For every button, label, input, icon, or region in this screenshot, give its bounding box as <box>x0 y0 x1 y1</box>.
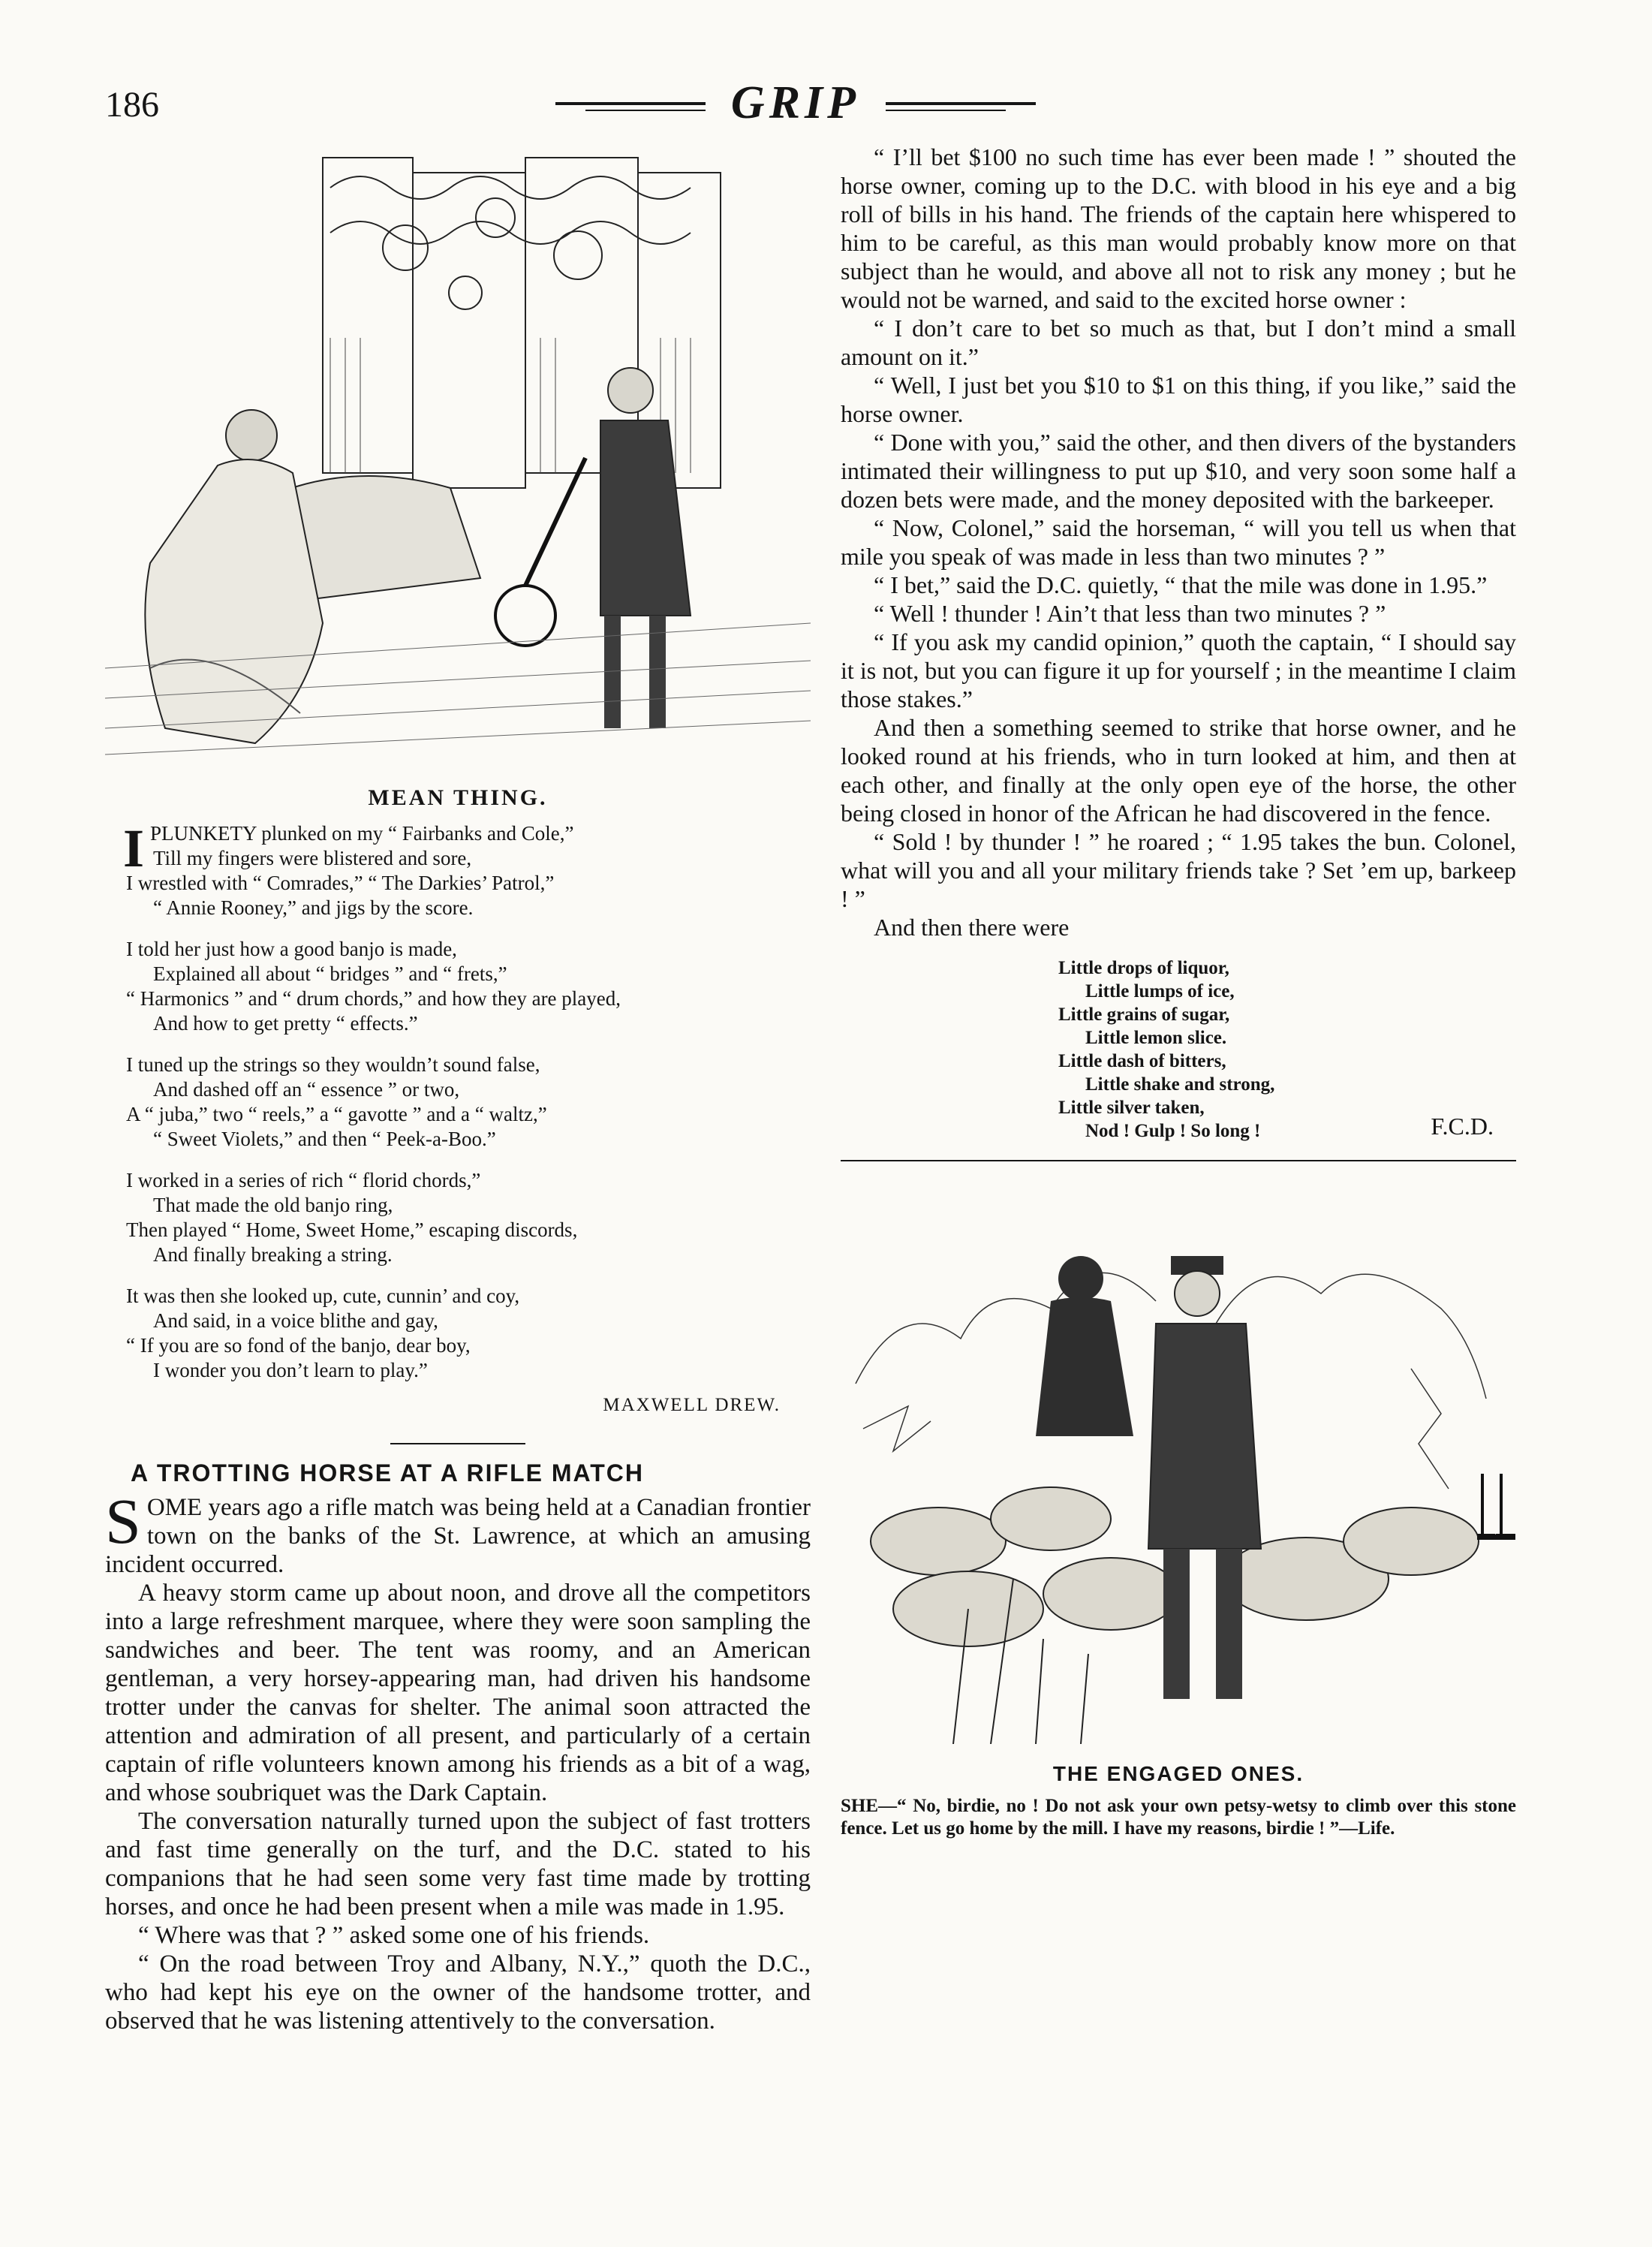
page-number: 186 <box>105 85 159 125</box>
verse-line: Little drops of liquor, <box>1058 958 1229 978</box>
article-paragraph: And then a something seemed to strike that horse owner, and he looked round at his friends, who in turn looked at him, and then at each other, and finally at the only open eye of the horse, the other being closed in honor of the African he had discovered in the fence. <box>841 714 1516 827</box>
poem-line: PLUNKETY plunked on my “ Fairbanks and Cole,” <box>150 822 574 845</box>
masthead-rule-right-thin <box>886 110 1006 111</box>
poem-line: Till my fingers were blistered and sore, <box>153 847 472 869</box>
poem-line: “ If you are so fond of the banjo, dear boy, <box>126 1334 471 1357</box>
masthead-title: GRIP <box>730 77 861 128</box>
paragraph-text: OME years ago a rifle match was being held at a Canadian frontier town on the banks of the St. Lawrence, at which an amusing incident occurred. <box>105 1494 811 1578</box>
engaged-illustration <box>841 1188 1516 1744</box>
poem-line: And dashed off an “ essence ” or two, <box>153 1078 460 1101</box>
poem-line: And how to get pretty “ effects.” <box>153 1012 418 1035</box>
article-paragraph: “ I bet,” said the D.C. quietly, “ that the mile was done in 1.95.” <box>874 571 1488 598</box>
caption-speaker: SHE <box>841 1796 879 1816</box>
poem-line: “ Harmonics ” and “ drum chords,” and how they are played, <box>126 987 621 1010</box>
right-column <box>841 143 1516 1840</box>
verse-line: Little lumps of ice, <box>1085 981 1235 1002</box>
article-paragraph: “ Where was that ? ” asked some one of his friends. <box>138 1922 650 1949</box>
verse-line: Little silver taken, <box>1058 1098 1205 1118</box>
verse-line: Little lemon slice. <box>1085 1028 1227 1048</box>
verse-author: F.C.D. <box>1431 1113 1494 1140</box>
engaged-caption <box>841 1795 1516 1840</box>
verse-line: Nod ! Gulp ! So long ! <box>1085 1121 1261 1141</box>
article-body-right <box>841 143 1516 941</box>
poem-line: I told her just how a good banjo is made, <box>126 938 457 960</box>
article-paragraph: “ Well, I just bet you $10 to $1 on this thing, if you like,” said the horse owner. <box>841 372 1516 427</box>
poem-line: I wonder you don’t learn to play.” <box>153 1359 428 1381</box>
article-paragraph: And then there were <box>874 914 1070 941</box>
article-paragraph: A heavy storm came up about noon, and drove all the competitors into a large refreshment marquee, where they were soon sampling the sandwiches and beer. The tent was roomy, and an American gentleman, a very horsey-appearing man, had driven his handsome trotter under the canvas for shelter. The animal soon attracted the attention and admiration of all present, and particularly of a certain captain of rifle volunteers known among his friends as a bit of a wag, and whose soubriquet was the Dark Captain. <box>105 1580 811 1806</box>
article-paragraph: “ Now, Colonel,” said the horseman, “ will you tell us when that mile you speak of was made in less than two minutes ? ” <box>841 514 1516 570</box>
masthead-rule-right <box>886 102 1036 105</box>
dropcap: S <box>105 1485 141 1557</box>
poem-stanza <box>126 1053 811 1152</box>
poem-line: I worked in a series of rich “ florid chords,” <box>126 1169 481 1191</box>
verse-line: Little grains of sugar, <box>1058 1005 1230 1025</box>
poem-stanza <box>123 818 811 920</box>
banjo-scene-drawing <box>105 143 811 766</box>
article-paragraph: “ Sold ! by thunder ! ” he roared ; “ 1.95 takes the bun. Colonel, what will you and all your military friends take ? Set ’em up, barkeep ! ” <box>841 828 1516 912</box>
article-title: A TROTTING HORSE AT A RIFLE MATCH <box>131 1459 645 1486</box>
engaged-title: THE ENGAGED ONES. <box>1052 1762 1304 1785</box>
section-divider <box>390 1443 525 1444</box>
poem-line: I wrestled with “ Comrades,” “ The Darkies’ Patrol,” <box>126 872 555 894</box>
caption-text: —“ No, birdie, no ! Do not ask your own petsy-wetsy to climb over this stone fence. Let us go home by the mill. I have my reasons, birdie ! ”—Life. <box>841 1796 1516 1839</box>
poem-line: And said, in a voice blithe and gay, <box>153 1309 438 1332</box>
poem-stanza <box>126 1284 811 1383</box>
article-paragraph: “ Done with you,” said the other, and then divers of the bystanders intimated their willingness to put up $10, and very soon some half a dozen bets were made, and the money deposited with the barkeeper. <box>841 429 1516 513</box>
poem-line: It was then she looked up, cute, cunnin’ and coy, <box>126 1285 520 1307</box>
article-paragraph: “ I’ll bet $100 no such time has ever been made ! ” shouted the horse owner, coming up to the D.C. with blood in his eye and a big roll of bills in his hand. The friends of the captain here whispered to him to be careful, as this man would probably know more on that subject than he would, and above all not to risk any money ; but he would not be warned, and said to the excited horse owner : <box>841 143 1516 313</box>
masthead-rule-left <box>555 102 706 105</box>
poem-line: That made the old banjo ring, <box>153 1194 393 1216</box>
verse-line: Little dash of bitters, <box>1058 1051 1226 1071</box>
poem-mean-thing <box>105 818 811 1383</box>
poem-stanza <box>126 937 811 1036</box>
masthead <box>555 75 1036 128</box>
article-paragraph: “ Well ! thunder ! Ain’t that less than two minutes ? ” <box>874 600 1386 627</box>
dropcap: I <box>123 818 145 878</box>
poem-line: A “ juba,” two “ reels,” a “ gavotte ” and a “ waltz,” <box>126 1103 547 1125</box>
masthead-rule-left-thin <box>585 110 706 111</box>
poem-line: Then played “ Home, Sweet Home,” escaping discords, <box>126 1218 578 1241</box>
article-paragraph: “ On the road between Troy and Albany, N.Y.,” quoth the D.C., who had kept his eye on the owner of the handsome trotter, and observed that he was listening attentively to the conversation. <box>105 1950 811 2035</box>
poem-line: “ Sweet Violets,” and then “ Peek-a-Boo.” <box>153 1128 496 1150</box>
poem-line: And finally breaking a string. <box>153 1243 393 1266</box>
poem-line: “ Annie Rooney,” and jigs by the score. <box>153 896 474 919</box>
verse-line: Little shake and strong, <box>1085 1074 1275 1095</box>
article-paragraph: “ I don’t care to bet so much as that, but I don’t mind a small amount on it.” <box>841 315 1516 370</box>
article-paragraph <box>105 1485 811 1579</box>
poem-author: MAXWELL DREW. <box>603 1395 781 1415</box>
article-body-left <box>105 1485 811 2035</box>
section-divider <box>841 1160 1516 1161</box>
article-paragraph: “ If you ask my candid opinion,” quoth the captain, “ I should say it is not, but you can figure it up for yourself ; in the meantime I claim those stakes.” <box>841 628 1516 712</box>
left-column <box>105 143 811 2035</box>
poem-title: MEAN THING. <box>368 785 548 810</box>
banjo-illustration <box>105 143 811 766</box>
poem-line: I tuned up the strings so they wouldn’t sound false, <box>126 1053 540 1076</box>
poem-line: Explained all about “ bridges ” and “ frets,” <box>153 962 507 985</box>
poem-stanza <box>126 1168 811 1267</box>
engaged-scene-drawing <box>841 1188 1516 1744</box>
article-paragraph: The conversation naturally turned upon the subject of fast trotters and fast time generally on the turf, and the D.C. stated to his companions that he had seen some very fast time made by trotting horses, and once he had been present when a mile was made in 1.95. <box>105 1808 811 1920</box>
